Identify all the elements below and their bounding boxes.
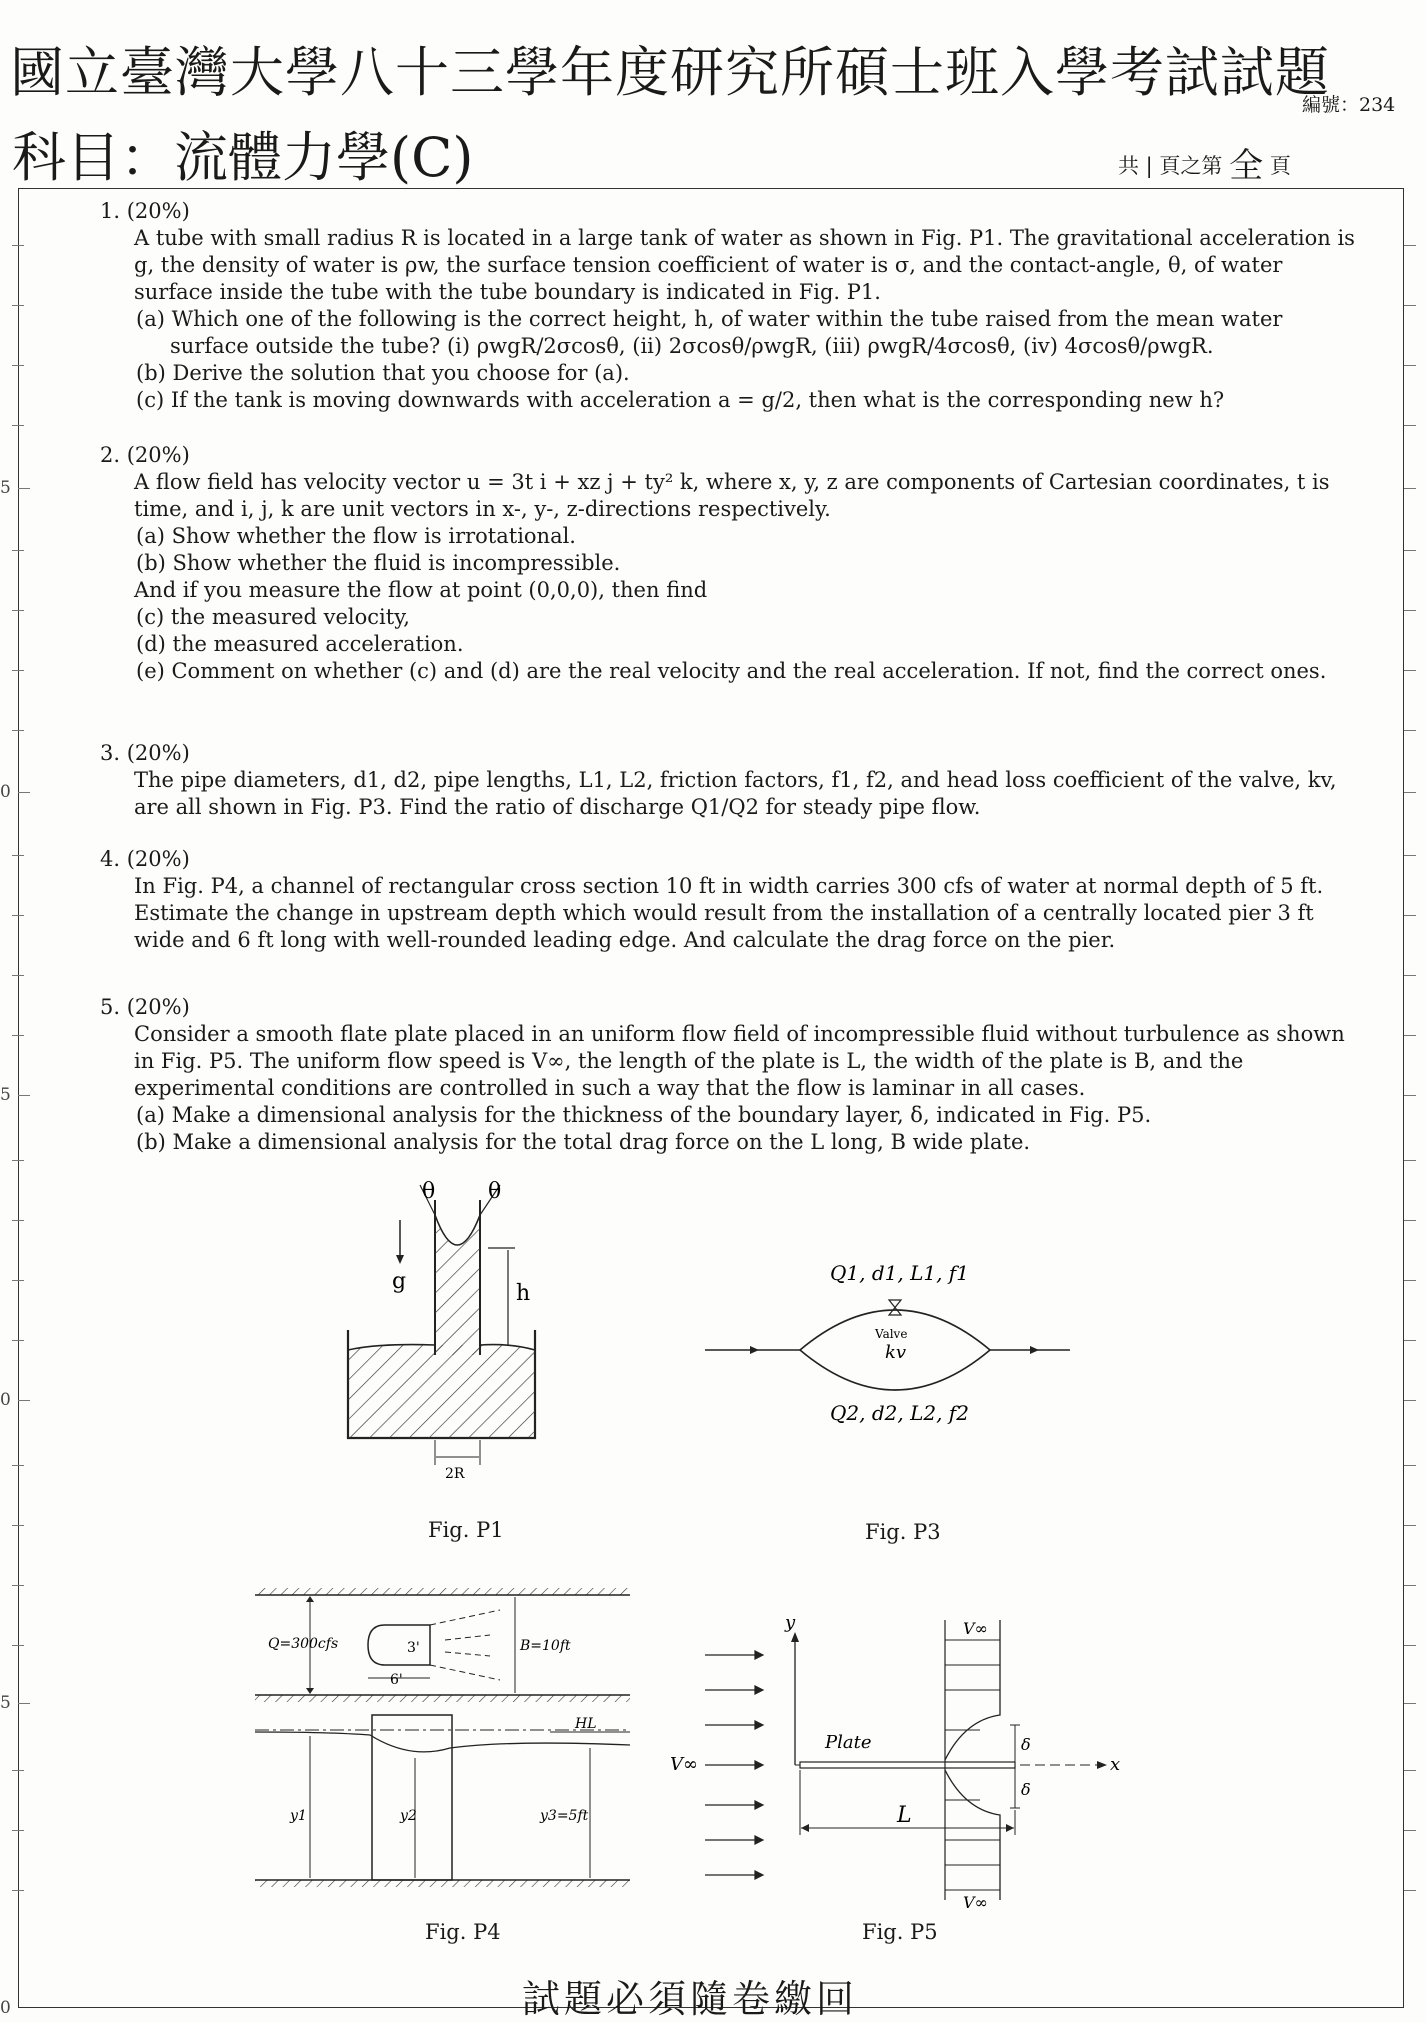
problem-4 — [100, 846, 1355, 954]
discharge-label: Q=300cfs — [268, 1636, 339, 1652]
problem-part: (a) Show whether the flow is irrotational. — [136, 524, 576, 548]
head-loss-label: HL — [575, 1716, 597, 1732]
y-axis-label: y — [785, 1612, 796, 1633]
figure-p5 — [665, 1610, 1125, 1910]
valve-coefficient-label: kv — [885, 1342, 907, 1363]
return-notice: 試題必須隨卷繳回 — [522, 1977, 859, 2021]
plate-label: Plate — [825, 1732, 872, 1753]
problem-text: The pipe diameters, d1, d2, pipe lengths, L1, L2, friction factors, f1, f2, and head loss coefficient of the valve, kv, are all shown in Fig. P3. Find the ratio of discharge Q1/Q2 for steady pipe flow. — [134, 768, 1337, 819]
depth-3-label: y3=5ft — [540, 1808, 589, 1824]
margin-number: 5 — [0, 1085, 11, 1105]
problem-part: (b) Derive the solution that you choose for (a). — [136, 361, 630, 385]
figure-p3 — [705, 1255, 1075, 1455]
page-count — [1118, 138, 1291, 187]
problem-2 — [100, 442, 1355, 685]
margin-number: 0 — [0, 1998, 11, 2018]
problem-text: And if you measure the flow at point (0,0,0), then find — [134, 578, 708, 602]
problem-number: 3. (20%) — [100, 741, 190, 765]
boundary-layer-thickness-label: δ — [1021, 1735, 1031, 1754]
free-stream-label: V∞ — [670, 1754, 698, 1775]
figure-p4-caption: Fig. P4 — [425, 1920, 501, 1944]
problem-part: (a) Make a dimensional analysis for the thickness of the boundary layer, δ, indicated in Fig. P5. — [136, 1103, 1152, 1127]
problem-5 — [100, 994, 1355, 1156]
pier-width-label: 3' — [407, 1640, 420, 1656]
depth-2-label: y2 — [400, 1808, 417, 1824]
x-axis-label: x — [1110, 1754, 1121, 1775]
problem-part: (b) Show whether the fluid is incompressible. — [136, 551, 621, 575]
problem-number: 4. (20%) — [100, 847, 190, 871]
problem-part: (a) Which one of the following is the correct height, h, of water within the tube raised from the mean water surface outside the tube? (i) ρwgR/2σcosθ, (ii) 2σcosθ/ρwgR, (iii) ρwgR/4σcosθ, (iv) 4σcosθ/ρwgR. — [136, 307, 1283, 358]
figure-p5-caption: Fig. P5 — [862, 1920, 938, 1944]
exam-title: 國立臺灣大學八十三學年度研究所碩士班入學考試試題 — [10, 41, 1330, 104]
gravity-label: g — [392, 1269, 407, 1294]
figure-p3-caption: Fig. P3 — [865, 1520, 941, 1544]
page-count-prefix: 共 | 頁之第 — [1118, 154, 1223, 178]
problem-number: 5. (20%) — [100, 995, 190, 1019]
problem-number: 2. (20%) — [100, 443, 190, 467]
theta-label: θ — [422, 1180, 436, 1204]
top-velocity-label: V∞ — [963, 1619, 988, 1638]
height-label: h — [516, 1281, 531, 1306]
figure-p1-caption: Fig. P1 — [428, 1518, 504, 1542]
channel-width-label: B=10ft — [520, 1638, 571, 1654]
problem-part: (d) the measured acceleration. — [136, 632, 464, 656]
exam-subject: 科目：流體力學(C) — [12, 126, 474, 189]
page-count-suffix: 頁 — [1269, 154, 1291, 178]
problem-part: (b) Make a dimensional analysis for the total drag force on the L long, B wide plate. — [136, 1130, 1031, 1154]
plate-length-label: L — [897, 1803, 912, 1828]
bottom-velocity-label: V∞ — [963, 1893, 988, 1910]
margin-number: 5 — [0, 1693, 11, 1713]
figure-p4 — [250, 1580, 635, 1910]
exam-code: 編號：234 — [1302, 94, 1396, 116]
page-count-mid: 全 — [1229, 146, 1264, 186]
problem-text: Consider a smooth flate plate placed in an uniform flow field of incompressible fluid without turbulence as shown in Fig. P5. The uniform flow speed is V∞, the length of the plate is L, the width of the plate is B, and the experimental conditions are controlled in such a way that the flow is laminar in all cases. — [134, 1022, 1345, 1100]
radius-label: 2R — [445, 1466, 465, 1480]
figure-p1 — [330, 1180, 550, 1480]
problem-text: A flow field has velocity vector u = 3t i + xz j + ty² k, where x, y, z are components of Cartesian coordinates, t is time, and i, j, k are unit vectors in x-, y-, z-directions respectively. — [134, 470, 1330, 521]
pipe-1-label: Q1, d1, L1, f1 — [830, 1261, 969, 1285]
problem-text: A tube with small radius R is located in a large tank of water as shown in Fig. P1. The gravitational acceleration is g, the density of water is ρw, the surface tension coefficient of water is σ, and the contact-angle, θ, of water surface inside the tube with the tube boundary is indicated in Fig. P1. — [134, 226, 1355, 304]
problem-1 — [100, 198, 1355, 414]
valve-label: Valve — [875, 1327, 908, 1341]
margin-number: 5 — [0, 478, 11, 498]
problem-number: 1. (20%) — [100, 199, 190, 223]
pier-length-label: 6' — [390, 1672, 403, 1688]
problem-text: In Fig. P4, a channel of rectangular cross section 10 ft in width carries 300 cfs of water at normal depth of 5 ft. Estimate the change in upstream depth which would result from the installation of a centrally located pier 3 ft wide and 6 ft long with well-rounded leading edge. And calculate the drag force on the pier. — [134, 874, 1324, 952]
depth-1-label: y1 — [290, 1808, 307, 1824]
theta-label: θ — [488, 1180, 502, 1204]
boundary-layer-thickness-label: δ — [1021, 1780, 1031, 1799]
problem-3 — [100, 740, 1355, 821]
pipe-2-label: Q2, d2, L2, f2 — [830, 1401, 969, 1425]
margin-number: 0 — [0, 1390, 11, 1410]
margin-number: 0 — [0, 782, 11, 802]
problem-part: (e) Comment on whether (c) and (d) are the real velocity and the real acceleration. If not, find the correct ones. — [136, 659, 1327, 683]
problem-part: (c) the measured velocity, — [136, 605, 410, 629]
problem-part: (c) If the tank is moving downwards with acceleration a = g/2, then what is the corresponding new h? — [136, 388, 1225, 412]
